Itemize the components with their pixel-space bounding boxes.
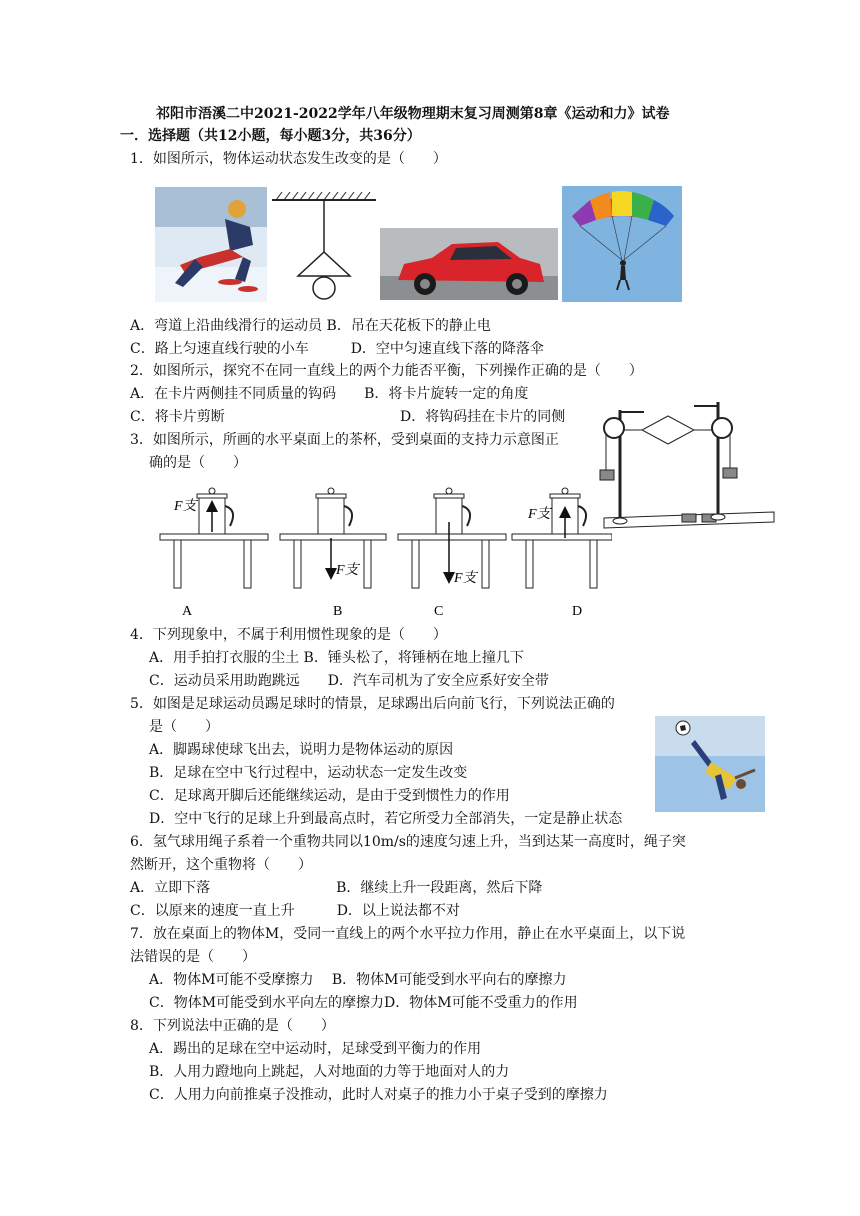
option-d-force-label: F支 [528,507,551,522]
option-a-label: A [182,604,193,619]
question-4-stem: 4．下列现象中，不属于利用惯性现象的是（ ） [130,627,447,643]
option-b-label: B [333,604,343,619]
question-5-stem-line1: 5．如图是足球运动员踢足球时的情景，足球踢出后向前飞行，下列说法正确的 [130,696,615,712]
question-1-options-ab: A．弯道上沿曲线滑行的运动员 B．吊在天花板下的静止电 [130,318,491,334]
question-6-stem-line2: 然断开，这个重物将（ ） [130,857,312,873]
option-d-diagram [512,488,612,619]
question-5-option-b: B．足球在空中飞行过程中，运动状态一定发生改变 [149,765,468,781]
question-7-stem-line1: 7．放在桌面上的物体M，受同一直线上的两个水平拉力作用，静止在水平桌面上，以下说 [130,926,686,942]
option-c-label: C [434,604,444,619]
question-4-options-cd: C．运动员采用助跑跳远 D．汽车司机为了安全应系好安全带 [149,673,549,689]
question-2-stem: 2．如图所示，探究不在同一直线上的两个力能否平衡，下列操作正确的是（ ） [130,363,643,379]
option-c-diagram [398,488,506,619]
option-a-diagram [160,488,268,619]
question-8-option-b: B．人用力蹬地向上跳起，人对地面的力等于地面对人的力 [149,1064,510,1080]
soccer-kick-image [655,716,765,812]
question-5-stem-line2: 是（ ） [149,719,219,735]
question-4-options-ab: A．用手拍打衣服的尘土 B．锤头松了，将锤柄在地上撞几下 [149,650,524,666]
question-1-stem: 1．如图所示，物体运动状态发生改变的是（ ） [130,151,447,167]
question-5-option-c: C．足球离开脚后还能继续运动，是由于受到惯性力的作用 [149,788,510,804]
question-3-stem-line2: 确的是（ ） [149,455,247,471]
question-8-stem: 8．下列说法中正确的是（ ） [130,1018,335,1034]
question-2-option-c: C．将卡片剪断 [130,409,225,425]
question-8-option-a: A．踢出的足球在空中运动时，足球受到平衡力的作用 [149,1041,482,1057]
page-title: 祁阳市浯溪二中2021-2022学年八年级物理期末复习周测第8章《运动和力》试卷 [156,106,670,122]
question-6-options-ab: A．立即下落 B．继续上升一段距离，然后下降 [130,880,543,896]
option-d-label: D [572,604,583,619]
question-5-option-a: A．脚踢球使球飞出去，说明力是物体运动的原因 [149,742,454,758]
section-heading: 一．选择题（共12小题，每小题3分，共36分） [120,128,421,144]
option-a-force-label: F支 [174,499,197,514]
question-7-options-ab: A．物体M可能不受摩擦力 B．物体M可能受到水平向右的摩擦力 [149,972,567,988]
question-3-stem-line1: 3．如图所示，所画的水平桌面上的茶杯，受到桌面的支持力示意图正 [130,432,559,448]
tea-cup-force-diagrams [152,482,612,622]
question-7-options-cd: C．物体M可能受到水平向左的摩擦力D．物体M可能不受重力的作用 [149,995,578,1011]
option-b-force-label: F支 [336,563,359,578]
skater-image [155,187,267,302]
question-8-option-c: C．人用力向前推桌子没推动，此时人对桌子的推力小于桌子受到的摩擦力 [149,1087,608,1103]
question-1-options-cd: C．路上匀速直线行驶的小车 D．空中匀速直线下落的降落伞 [130,341,544,357]
question-2-options-ab: A．在卡片两侧挂不同质量的钩码 B．将卡片旋转一定的角度 [130,386,529,402]
hanging-lamp-diagram [268,190,378,302]
parachute-image [562,186,682,302]
question-7-stem-line2: 法错误的是（ ） [130,949,256,965]
force-balance-apparatus [598,390,780,540]
question-2-option-d: D．将钩码挂在卡片的同侧 [400,409,566,425]
question-5-option-d: D．空中飞行的足球上升到最高点时，若它所受力全部消失，一定是静止状态 [149,811,623,827]
option-c-force-label: F支 [454,571,477,586]
car-image [380,228,558,300]
question-6-stem-line1: 6．氢气球用绳子系着一个重物共同以10m/s的速度匀速上升，当到达某一高度时，绳子突 [130,834,686,850]
option-b-diagram [280,488,386,619]
question-6-options-cd: C．以原来的速度一直上升 D．以上说法都不对 [130,903,460,919]
